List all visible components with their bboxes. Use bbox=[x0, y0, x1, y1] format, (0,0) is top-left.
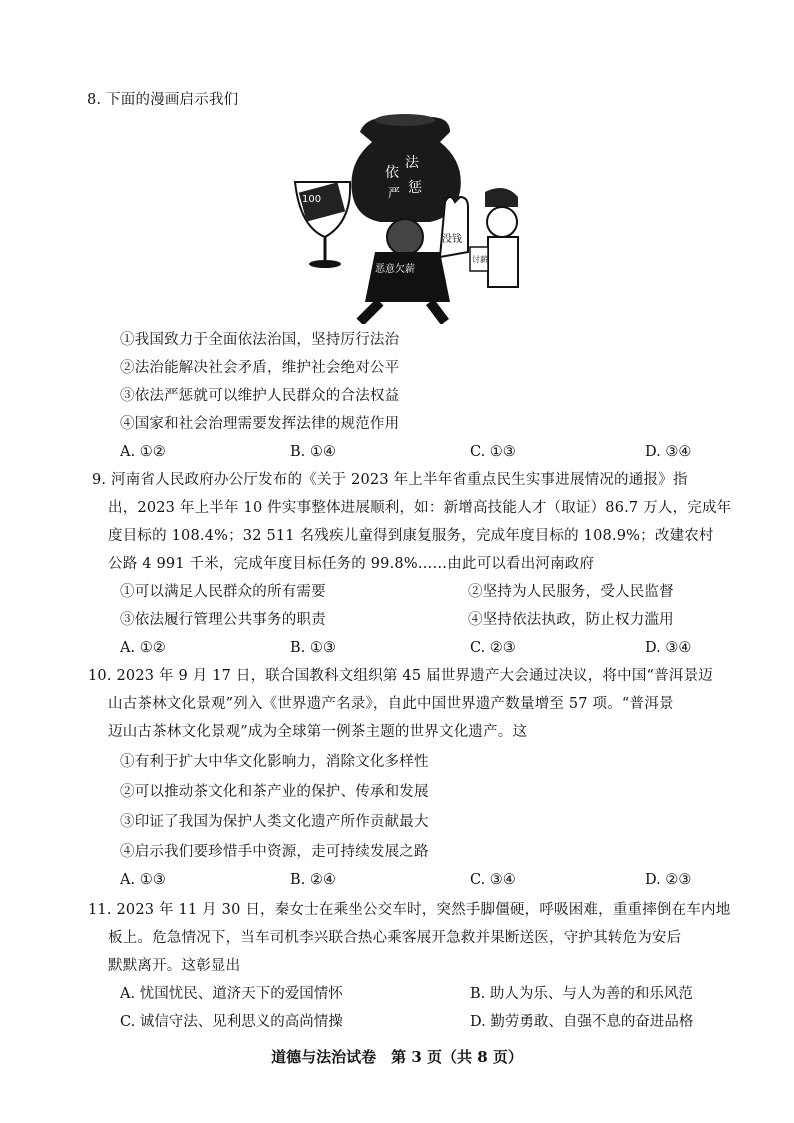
q9-choice-d[interactable]: D. ③④ bbox=[645, 640, 692, 656]
q10-item-3: ③印证了我国为保护人类文化遗产所作贡献最大 bbox=[120, 814, 429, 830]
q10-choice-c[interactable]: C. ③④ bbox=[470, 872, 516, 888]
jar-char-4: 惩 bbox=[408, 180, 422, 196]
q10-item-1: ①有利于扩大中华文化影响力，消除文化多样性 bbox=[120, 754, 429, 770]
jar-char-3: 严 bbox=[388, 186, 401, 200]
paper-text: 讨薪 bbox=[472, 255, 488, 264]
q10-item-2: ②可以推动茶文化和茶产业的保护、传承和发展 bbox=[120, 784, 429, 800]
jar-char-1: 依 bbox=[385, 165, 399, 181]
q8-item-2: ②法治能解决社会矛盾，维护社会绝对公平 bbox=[120, 360, 400, 376]
q11-choice-d[interactable]: D. 勤劳勇敢、自强不息的奋进品格 bbox=[470, 1014, 694, 1030]
q8-item-1: ①我国致力于全面依法治国，坚持厉行法治 bbox=[120, 332, 400, 348]
q11-stem-line-1: 11. 2023 年 11 月 30 日，秦女士在乘坐公交车时，突然手脚僵硬，呼吸困难，重重摔倒在车内地 bbox=[88, 902, 731, 918]
shirt-text: 恶意欠薪 bbox=[375, 264, 415, 275]
q11-choice-a[interactable]: A. 忧国忧民、道济天下的爱国情怀 bbox=[120, 986, 343, 1002]
q8-choice-b[interactable]: B. ①④ bbox=[290, 444, 336, 460]
q9-stem-line-1: 9. 河南省人民政府办公厅发布的《关于 2023 年上半年省重点民生实事进展情况的通报》指 bbox=[92, 472, 688, 488]
q9-stem-line-4: 公路 4 991 千米，完成年度目标任务的 99.8%……由此可以看出河南政府 bbox=[108, 556, 595, 572]
q10-choice-a[interactable]: A. ①③ bbox=[120, 872, 166, 888]
q11-choice-c[interactable]: C. 诚信守法、见利思义的高尚情操 bbox=[120, 1014, 343, 1030]
q10-stem-line-1: 10. 2023 年 9 月 17 日，联合国教科文组织第 45 届世界遗产大会通过决议，将中国“普洱景迈 bbox=[88, 668, 713, 684]
q8-choice-c[interactable]: C. ①③ bbox=[470, 444, 516, 460]
q8-item-4: ④国家和社会治理需要发挥法律的规范作用 bbox=[120, 416, 400, 432]
q9-item-4: ④坚持依法执政，防止权力滥用 bbox=[468, 612, 674, 628]
q10-choice-b[interactable]: B. ②④ bbox=[290, 872, 336, 888]
hand-text: 没钱 bbox=[442, 234, 462, 245]
q8-choice-d[interactable]: D. ③④ bbox=[645, 444, 692, 460]
cartoon-illustration bbox=[290, 112, 520, 324]
q9-item-3: ③依法履行管理公共事务的职责 bbox=[120, 612, 326, 628]
q10-choice-d[interactable]: D. ②③ bbox=[645, 872, 692, 888]
q9-stem-line-3: 度目标的 108.4%；32 511 名残疾儿童得到康复服务，完成年度目标的 108.9%；改建农村 bbox=[108, 528, 714, 544]
money-note: 100 bbox=[302, 194, 322, 205]
q11-stem-line-3: 默默离开。这彰显出 bbox=[108, 958, 241, 974]
q8-choice-a[interactable]: A. ①② bbox=[120, 444, 166, 460]
q10-stem-line-2: 山古茶林文化景观”列入《世界遗产名录》，自此中国世界遗产数量增至 57 项。“普洱景 bbox=[108, 696, 674, 712]
q11-choice-b[interactable]: B. 助人为乐、与人为善的和乐风范 bbox=[470, 986, 693, 1002]
q9-choice-a[interactable]: A. ①② bbox=[120, 640, 166, 656]
q11-stem-line-2: 板上。危急情况下，当车司机李兴联合热心乘客展开急救并果断送医，守护其转危为安后 bbox=[108, 930, 682, 946]
q9-choice-c[interactable]: C. ②③ bbox=[470, 640, 516, 656]
q9-item-2: ②坚持为人民服务，受人民监督 bbox=[468, 584, 674, 600]
q9-choice-b[interactable]: B. ①③ bbox=[290, 640, 336, 656]
q8-stem: 8. 下面的漫画启示我们 bbox=[87, 92, 239, 108]
q10-stem-line-3: 迈山古茶林文化景观”成为全球第一例茶主题的世界文化遗产。这 bbox=[108, 724, 528, 740]
q10-item-4: ④启示我们要珍惜手中资源，走可持续发展之路 bbox=[120, 844, 429, 860]
q8-item-3: ③依法严惩就可以维护人民群众的合法权益 bbox=[120, 388, 400, 404]
q9-stem-line-2: 出，2023 年上半年 10 件实事整体进展顺利，如：新增高技能人才（取证）86.7 万人，完成年 bbox=[108, 500, 732, 516]
q9-item-1: ①可以满足人民群众的所有需要 bbox=[120, 584, 326, 600]
page-footer: 道德与法治试卷 第 3 页（共 8 页） bbox=[271, 1048, 523, 1066]
jar-char-2: 法 bbox=[405, 155, 419, 171]
